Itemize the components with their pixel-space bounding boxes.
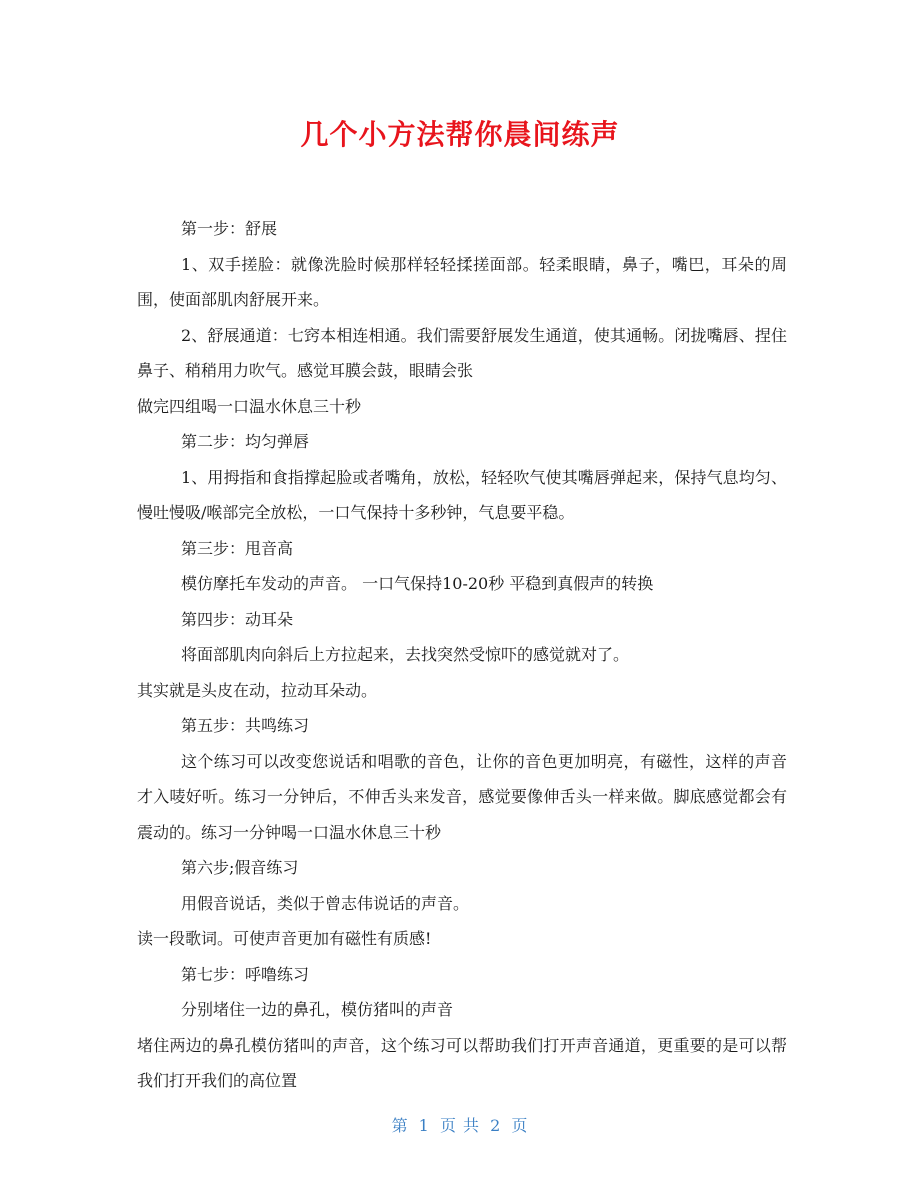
document-title: 几个小方法帮你晨间练声: [300, 118, 620, 151]
paragraph: 第三步：甩音高: [181, 538, 294, 558]
paragraph: 2、舒展通道：七窍本相连相通。我们需要舒展发生通道，使其通畅。闭拢嘴唇、捏住鼻子、稍稍用力吹气。感觉耳膜会鼓，眼睛会张: [137, 325, 787, 380]
paragraph: 第五步：共鸣练习: [181, 716, 310, 735]
paragraph: 模仿摩托车发动的声音。 一口气保持10-20秒 平稳到真假声的转换: [181, 574, 654, 593]
paragraph: 第一步：舒展: [181, 219, 278, 238]
paragraph: 用假音说话，类似于曾志伟说话的声音。: [181, 893, 470, 913]
paragraph: 这个练习可以改变您说话和唱歌的音色，让你的音色更加明亮，有磁性，这样的声音才入唛好听。练习一分钟后，不伸舌头来发音，感觉要像伸舌头一样来做。脚底感觉都会有震动的。练习一分钟喝一口温水休息三十秒: [137, 751, 787, 842]
paragraph: 其实就是头皮在动，拉动耳朵动。: [137, 680, 378, 700]
footer-suffix: 页: [511, 1116, 529, 1135]
paragraph: 堵住两边的鼻孔模仿猪叫的声音，这个练习可以帮助我们打开声音通道，更重要的是可以帮我们打开我们的高位置: [137, 1035, 787, 1090]
paragraph: 第四步：动耳朵: [181, 609, 294, 629]
paragraph: 1、双手搓脸：就像洗脸时候那样轻轻揉搓面部。轻柔眼睛，鼻子，嘴巴，耳朵的周围，使面部肌肉舒展开来。: [137, 254, 787, 309]
paragraph: 做完四组喝一口温水休息三十秒: [137, 396, 362, 416]
page-footer: [0, 1113, 920, 1136]
footer-middle: 页 共: [439, 1116, 481, 1135]
paragraph: 第七步：呼噜练习: [181, 964, 310, 984]
footer-total-pages: 2: [490, 1116, 502, 1135]
paragraph: 第二步：均匀弹唇: [181, 432, 310, 451]
paragraph: 读一段歌词。可使声音更加有磁性有质感!: [137, 929, 432, 948]
paragraph: 1、用拇指和食指撑起脸或者嘴角，放松，轻轻吹气使其嘴唇弹起来，保持气息均匀、慢吐慢吸/喉部完全放松，一口气保持十多秒钟，气息要平稳。: [137, 467, 787, 522]
paragraph: 第六步;假音练习: [181, 858, 299, 877]
document-body: [137, 211, 787, 1099]
footer-current-page: 1: [418, 1116, 430, 1135]
footer-prefix: 第: [391, 1116, 409, 1135]
paragraph: 将面部肌肉向斜后上方拉起来，去找突然受惊吓的感觉就对了。: [181, 645, 630, 664]
paragraph: 分别堵住一边的鼻孔，模仿猪叫的声音: [181, 1000, 454, 1019]
